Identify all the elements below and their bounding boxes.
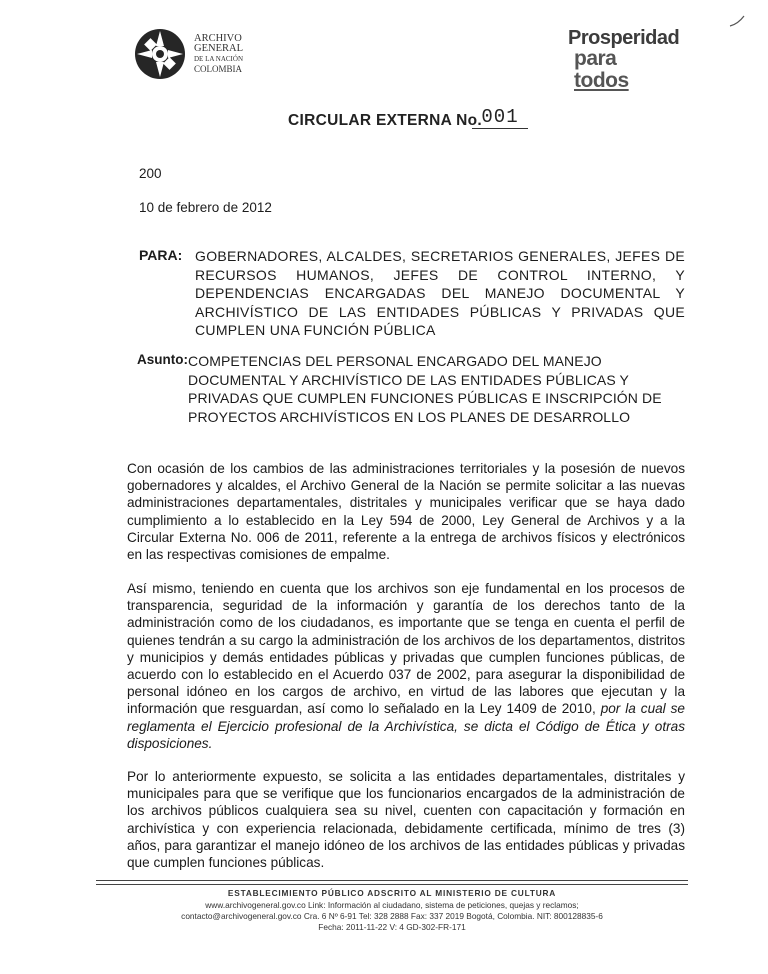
agn-logo-line2: GENERAL bbox=[194, 43, 243, 54]
prosperidad-logo-todos: todos bbox=[574, 69, 629, 92]
footer-contact: contacto@archivogeneral.gov.co Cra. 6 Nº 6-91 Tel: 328 2888 Fax: 337 2019 Bogotá, Colombia. NIT: 800128835-6 bbox=[181, 911, 603, 921]
body-paragraph-2 bbox=[127, 580, 685, 752]
prosperidad-logo-line2 bbox=[574, 48, 668, 92]
prosperidad-logo-para: para bbox=[574, 47, 617, 70]
footer-divider bbox=[96, 884, 688, 885]
archivo-general-logo bbox=[134, 26, 294, 82]
body-paragraph-3: Por lo anteriormente expuesto, se solicita a las entidades departamentales, distritales y municipales para que se verifique que los funcionarios encargados de la administración de los archivos públicos cualquiera sea su nivel, cuenten con capacitación y formación en archivística y con experiencia relacionada, debidamente certificada, mínimo de tres (3) años, para garantizar el manejo idóneo de los archivos de las entidades públicas y privadas que cumplen funciones públicas. bbox=[127, 769, 685, 871]
agn-emblem-icon bbox=[134, 28, 186, 80]
footer-divider bbox=[96, 880, 688, 881]
asunto-label: Asunto: bbox=[137, 352, 188, 367]
prosperidad-logo-line1: Prosperidad bbox=[568, 27, 680, 49]
body-paragraph-2-law-title: por la cual se reglamenta el Ejercicio profesional de la Archivística, se dicta el Código de Ética y otras disposiciones. bbox=[127, 701, 685, 751]
circular-number: 001 bbox=[472, 106, 528, 129]
body-paragraph-1: Con ocasión de los cambios de las administraciones territoriales y la posesión de nuevos gobernadores y alcaldes, el Archivo General de la Nación se permite solicitar a las nuevas administraciones departamentales, distritales y municipales verificar que se haya dado cumplimiento a lo establecido en la Ley 594 de 2000, Ley General de Archivos y a la Circular Externa No. 006 de 2011, referente a la entrega de archivos físicos y electrónicos en las respectivas comisiones de empalme. bbox=[127, 461, 685, 563]
body-paragraph-2-text: Así mismo, teniendo en cuenta que los archivos son eje fundamental en los procesos de transparencia, seguridad de la información y garantía de los derechos tanto de la administración como de los ciudadanos, es importante que se tenga en cuenta el perfil de quienes tendrán a su cargo la administración de los archivos de los departamentos, distritos y municipios y demás entidades públicas y privadas que cumplen funciones públicas, de acuerdo con lo establecido en el Acuerdo 037 de 2002, para asegurar la disponibilidad de personal idóneo en los cargos de archivo, en virtud de las labores que ejecutan y la información que resguardan, así como lo señalado en la Ley 1409 de 2010, bbox=[127, 581, 685, 717]
asunto-subject: COMPETENCIAS DEL PERSONAL ENCARGADO DEL MANEJO DOCUMENTAL Y ARCHIVÍSTICO DE LAS ENTIDADES PÚBLICAS Y PRIVADAS QUE CUMPLEN FUNCIONES PÚBLICAS E INSCRIPCIÓN DE PROYECTOS ARCHIVÍSTICOS EN LOS PLANES DE DESARROLLO bbox=[188, 353, 662, 425]
document-date: 10 de febrero de 2012 bbox=[139, 200, 272, 215]
para-label: PARA: bbox=[139, 247, 183, 263]
agn-logo-line4: COLOMBIA bbox=[194, 64, 243, 74]
document-code: 200 bbox=[139, 166, 162, 181]
agn-logo-text bbox=[194, 34, 243, 74]
footer-form-code: Fecha: 2011-11-22 V: 4 GD-302-FR-171 bbox=[318, 922, 466, 932]
document-title: CIRCULAR EXTERNA No. bbox=[288, 112, 483, 129]
agn-logo-line3: DE LA NACIÓN bbox=[194, 55, 243, 63]
agn-logo-line1: ARCHIVO bbox=[194, 33, 242, 44]
footer-website: www.archivogeneral.gov.co Link: Información al ciudadano, sistema de peticiones, quejas y reclamos; bbox=[205, 900, 579, 910]
handwritten-mark-icon bbox=[728, 14, 748, 28]
footer-institution: ESTABLECIMIENTO PÚBLICO ADSCRITO AL MINISTERIO DE CULTURA bbox=[227, 888, 557, 898]
prosperidad-para-todos-logo bbox=[568, 27, 680, 92]
para-recipients: GOBERNADORES, ALCALDES, SECRETARIOS GENERALES, JEFES DE RECURSOS HUMANOS, JEFES DE CONTROL INTERNO, Y DEPENDENCIAS ENCARGADAS DEL MANEJO DOCUMENTAL Y ARCHIVÍSTICO DE LAS ENTIDADES PÚBLICAS Y PRIVADAS QUE CUMPLEN UNA FUNCIÓN PÚBLICA bbox=[195, 248, 685, 338]
